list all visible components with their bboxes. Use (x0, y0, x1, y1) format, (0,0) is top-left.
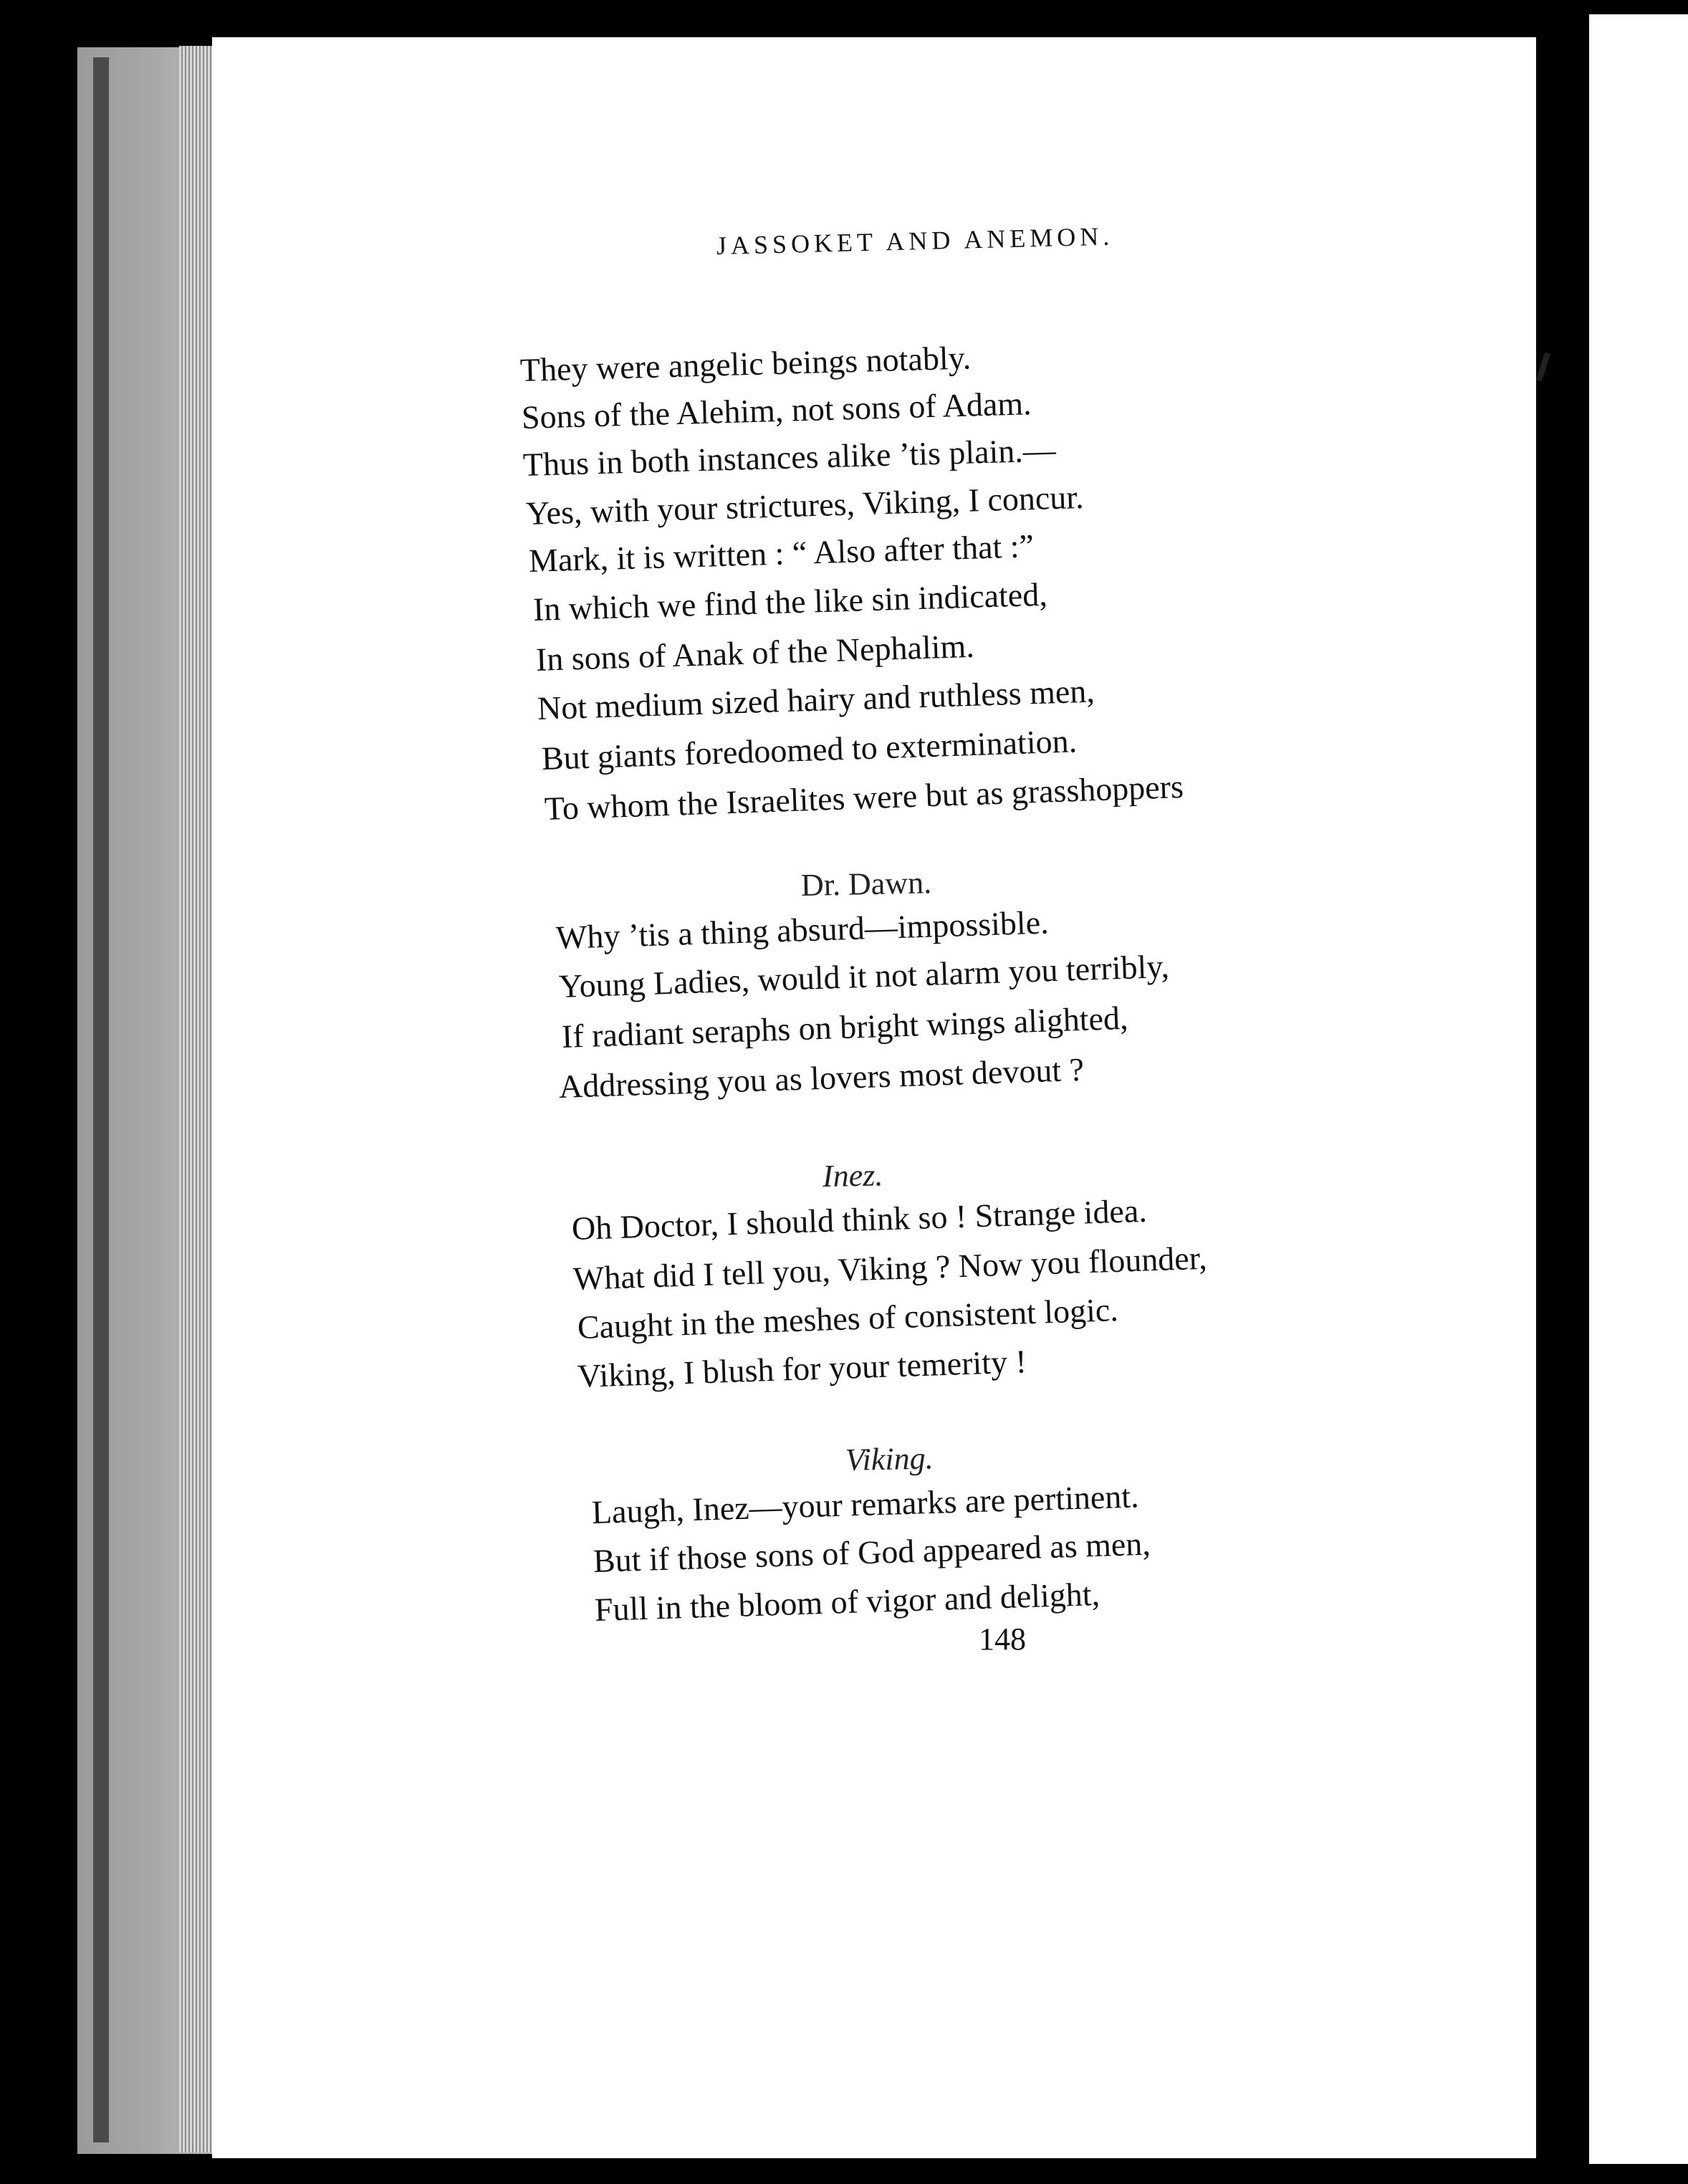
verse-line: Why ’tis a thing absurd—impossible. (555, 904, 1050, 956)
verse-line: In which we find the like sin indicated, (532, 575, 1048, 628)
verse-line: Young Ladies, would it not alarm you terribly, (558, 947, 1170, 1005)
speaker-name: Viking. (845, 1440, 934, 1477)
facing-page-edge (1589, 14, 1688, 2164)
verse-line: They were angelic beings notably. (519, 339, 972, 388)
gutter-gap (1536, 0, 1589, 2184)
verse-line: What did I tell you, Viking ? Now you flounder, (572, 1239, 1208, 1297)
page-number: 148 (979, 1622, 1026, 1657)
verse-line: Sons of the Alehim, not sons of Adam. (521, 385, 1032, 436)
verse-line: Oh Doctor, I should think so ! Strange idea. (571, 1192, 1148, 1247)
verse-line: Caught in the meshes of consistent logic. (577, 1290, 1119, 1346)
speaker-name: Dr. Dawn. (800, 865, 932, 903)
verse-line: Not medium sized hairy and ruthless men, (537, 672, 1095, 727)
verse-line: But if those sons of God appeared as men, (593, 1525, 1151, 1579)
verse-line: In sons of Anak of the Nephalim. (535, 627, 975, 678)
verse-line: Full in the bloom of vigor and delight, (594, 1575, 1100, 1628)
verse-line: But giants foredoomed to extermination. (541, 722, 1078, 777)
verse-line: Yes, with your strictures, Viking, I concur. (525, 478, 1085, 532)
verse-line: To whom the Israelites were but as grasshoppers (544, 767, 1184, 827)
speaker-name: Inez. (822, 1157, 883, 1194)
verse-line: If radiant seraphs on bright wings alighted, (561, 999, 1129, 1055)
verse-line: Mark, it is written : “ Also after that :” (528, 527, 1035, 579)
verse-line: Addressing you as lovers most devout ? (558, 1050, 1085, 1105)
verse-line: Viking, I blush for your temerity ! (577, 1343, 1027, 1394)
binding-shadow (93, 57, 109, 2142)
running-head: JASSOKET AND ANEMON. (716, 221, 1114, 260)
verse-line: Laugh, Inez—your remarks are pertinent. (591, 1477, 1140, 1531)
verse-line: Thus in both instances alike ’tis plain.— (522, 431, 1057, 483)
